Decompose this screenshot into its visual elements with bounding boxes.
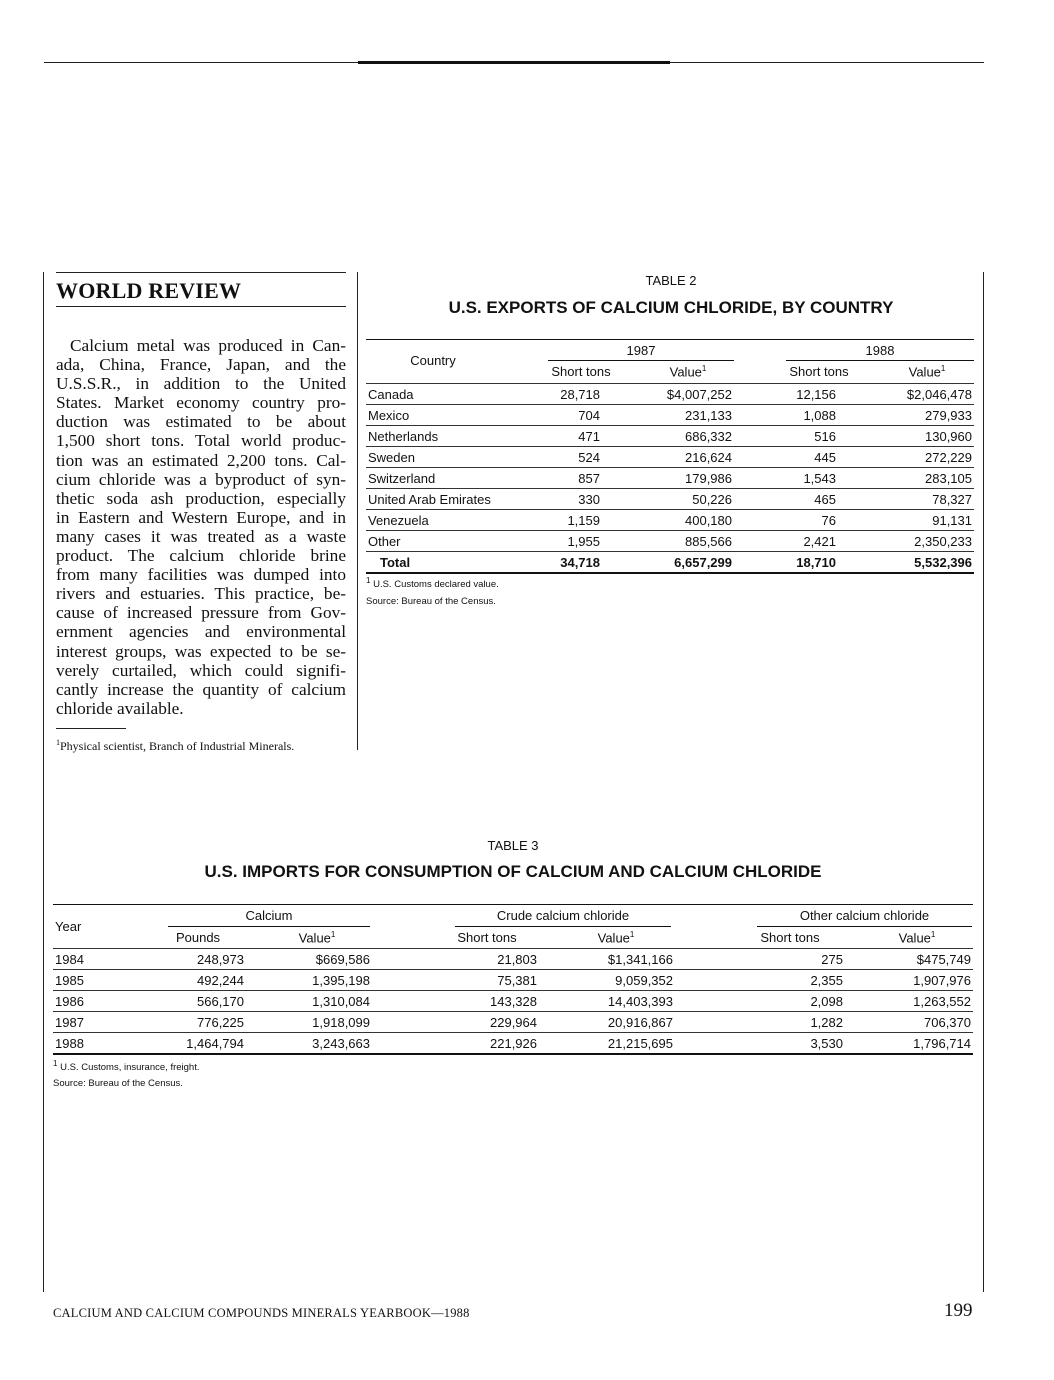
table3-cell-st2: 275 <box>675 949 845 970</box>
table3-calcium-value-header: Value$^1$ <box>298 930 336 946</box>
table-row <box>366 531 974 552</box>
table3-cell-st1: 229,964 <box>372 1012 539 1033</box>
table3-source: Source: Bureau of the Census. <box>53 1078 183 1089</box>
table2-year-1987-rule <box>548 360 734 361</box>
world-review-line: Calcium metal was produced in Can- <box>70 336 346 355</box>
table2-cell-v88: $2,046,478 <box>838 384 974 405</box>
world-review-line: duction was estimated to be about <box>56 412 346 432</box>
table2-cell-st87: 471 <box>530 426 602 447</box>
table3-cell-lb: 492,244 <box>150 970 246 991</box>
table2-cell-v87: 6,657,299 <box>602 552 734 574</box>
table3-cell-v1: 1,310,084 <box>246 991 372 1012</box>
world-review-line: in Eastern and Western Europe, and in <box>56 507 346 527</box>
world-review-line: ernment agencies and environmental <box>56 622 346 642</box>
table2-cell-country: Sweden <box>366 447 530 468</box>
table2-cell-v87: 50,226 <box>602 489 734 510</box>
table-row <box>366 447 974 468</box>
world-review-line: 1,500 short tons. Total world produc- <box>56 431 346 451</box>
table3-cell-st2: 2,355 <box>675 970 845 991</box>
table3-other-group-rule <box>757 926 972 927</box>
table3-cell-lb: 1,464,794 <box>150 1033 246 1055</box>
table3-cell-v2: $1,341,166 <box>539 949 675 970</box>
world-review-line: States. Market economy country pro- <box>56 393 346 413</box>
table3-calcium-group-rule <box>168 926 370 927</box>
world-review-line: cium chloride was a byproduct of syn- <box>56 469 346 489</box>
table2-cell-st87: 34,718 <box>530 552 602 574</box>
world-review-line: many cases it was treated as a waste <box>56 526 346 546</box>
table2-cell-v88: 2,350,233 <box>838 531 974 552</box>
column-divider <box>357 272 358 750</box>
table2-cell-country: Venezuela <box>366 510 530 531</box>
table2-header-rule <box>366 339 974 340</box>
table3-cell-v3: $475,749 <box>845 949 973 970</box>
table3-cell-v3: 1,907,976 <box>845 970 973 991</box>
table-row <box>53 949 973 970</box>
table3-cell-st1: 21,803 <box>372 949 539 970</box>
table3-cell-year: 1984 <box>53 949 150 970</box>
table3-cell-lb: 566,170 <box>150 991 246 1012</box>
table2-cell-st87: 857 <box>530 468 602 489</box>
table3-cell-year: 1987 <box>53 1012 150 1033</box>
table3-cell-st2: 2,098 <box>675 991 845 1012</box>
table2-year-1987-header: 1987 <box>626 343 656 358</box>
table2-total-row <box>366 552 974 574</box>
table3-crude-value-header: Value$^1$ <box>597 930 635 946</box>
table3-title: U.S. IMPORTS FOR CONSUMPTION OF CALCIUM AND CALCIUM CHLORIDE <box>204 862 822 881</box>
table2-cell-st87: 524 <box>530 447 602 468</box>
table2-cell-country: Switzerland <box>366 468 530 489</box>
table2-cell-st87: 28,718 <box>530 384 602 405</box>
table3-pounds-header: Pounds <box>175 930 221 945</box>
world-review-line: cause of increased pressure from Gov- <box>56 603 346 623</box>
table2-cell-st87: 1,955 <box>530 531 602 552</box>
table-row <box>366 510 974 531</box>
table2-short-tons-1987-header: Short tons <box>551 364 611 379</box>
table2-cell-v87: 686,332 <box>602 426 734 447</box>
table2-label: TABLE 2 <box>645 273 697 288</box>
table-row <box>366 405 974 426</box>
table3-other-value-header: Value$^1$ <box>898 930 936 946</box>
table3-cell-lb: 248,973 <box>150 949 246 970</box>
table-row <box>53 970 973 991</box>
world-review-line: rivers and estuaries. This practice, be- <box>56 584 346 604</box>
table2-value-1987-header: Value$^1$ <box>669 364 707 380</box>
table2-cell-st88: 12,156 <box>734 384 838 405</box>
table-row <box>366 426 974 447</box>
table2-cell-v87: $4,007,252 <box>602 384 734 405</box>
table-row <box>53 1012 973 1033</box>
table2-cell-st88: 445 <box>734 447 838 468</box>
table2-source: Source: Bureau of the Census. <box>366 596 496 607</box>
world-review-line: thetic soda ash production, especially <box>56 488 346 508</box>
table-row <box>53 1033 973 1055</box>
section-heading: WORLD REVIEW <box>56 278 242 303</box>
table2-cell-v87: 885,566 <box>602 531 734 552</box>
page-number: 199 <box>944 1300 973 1321</box>
table3-cell-year: 1985 <box>53 970 150 991</box>
table3-cell-v2: 20,916,867 <box>539 1012 675 1033</box>
table3-cell-v3: 706,370 <box>845 1012 973 1033</box>
table3-crude-short-tons-header: Short tons <box>457 930 517 945</box>
table2-footnote: $^1$ U.S. Customs declared value. <box>366 576 499 591</box>
section-heading-rule-bottom <box>56 306 346 307</box>
table2-cell-st87: 704 <box>530 405 602 426</box>
footnote-rule <box>56 728 126 729</box>
table3-header-rule <box>53 904 973 905</box>
table3-crude-group-rule <box>455 926 671 927</box>
world-review-line: ada, China, France, Japan, and the <box>56 355 346 375</box>
table2-cell-v88: 78,327 <box>838 489 974 510</box>
top-rule-accent <box>358 61 670 64</box>
table2-cell-v87: 400,180 <box>602 510 734 531</box>
table-row <box>366 468 974 489</box>
table3-cell-v3: 1,796,714 <box>845 1033 973 1055</box>
table3-cell-st2: 3,530 <box>675 1033 845 1055</box>
table2-cell-v88: 283,105 <box>838 468 974 489</box>
table2-value-1988-header: Value$^1$ <box>908 364 946 380</box>
table3-cell-v2: 9,059,352 <box>539 970 675 991</box>
table-row <box>53 991 973 1012</box>
table3-cell-v3: 1,263,552 <box>845 991 973 1012</box>
table3-cell-v2: 14,403,393 <box>539 991 675 1012</box>
section-heading-rule-top <box>56 272 346 273</box>
table2-year-1988-header: 1988 <box>865 343 895 358</box>
table3-cell-lb: 776,225 <box>150 1012 246 1033</box>
world-review-line: chloride available. <box>56 698 184 718</box>
table2-cell-v87: 179,986 <box>602 468 734 489</box>
table2-cell-st88: 1,543 <box>734 468 838 489</box>
table2-cell-st88: 516 <box>734 426 838 447</box>
running-footer: CALCIUM AND CALCIUM COMPOUNDS MINERALS YEARBOOK—1988 <box>53 1306 470 1320</box>
table2-cell-country: Other <box>366 531 530 552</box>
table2-cell-country: Mexico <box>366 405 530 426</box>
table2-cell-v87: 216,624 <box>602 447 734 468</box>
table3-calcium-group-header: Calcium <box>245 908 293 923</box>
table2-cell-v88: 272,229 <box>838 447 974 468</box>
table3-cell-v1: 3,243,663 <box>246 1033 372 1055</box>
table3-cell-v1: $669,586 <box>246 949 372 970</box>
world-review-line: cantly increase the quantity of calcium <box>56 679 346 699</box>
world-review-line: interest groups, was expected to be se- <box>56 641 346 661</box>
table2-year-1988-rule <box>786 360 974 361</box>
table2-cell-st88: 1,088 <box>734 405 838 426</box>
world-review-line: U.S.S.R., in addition to the United <box>56 374 346 394</box>
world-review-text <box>56 336 346 718</box>
footnote-text: Physical scientist, Branch of Industrial Minerals. <box>60 739 295 753</box>
table3-year-header: Year <box>55 919 82 934</box>
table3-cell-st1: 221,926 <box>372 1033 539 1055</box>
table2-cell-st88: 2,421 <box>734 531 838 552</box>
world-review-line: from many facilities was dumped into <box>56 565 346 585</box>
table2-cell-country: Total <box>366 552 530 574</box>
table2-cell-country: United Arab Emirates <box>366 489 530 510</box>
table2-cell-v88: 91,131 <box>838 510 974 531</box>
table3-cell-st1: 143,328 <box>372 991 539 1012</box>
table2-cell-v88: 130,960 <box>838 426 974 447</box>
table3-footnote: $^1$ U.S. Customs, insurance, freight. <box>53 1059 200 1074</box>
table3-cell-year: 1988 <box>53 1033 150 1055</box>
world-review-line: tion was an estimated 2,200 tons. Cal- <box>56 450 346 470</box>
table3-cell-v1: 1,918,099 <box>246 1012 372 1033</box>
table2-data <box>366 383 974 574</box>
table2-cell-st87: 330 <box>530 489 602 510</box>
table2-cell-v88: 279,933 <box>838 405 974 426</box>
table-row <box>366 384 974 405</box>
table2-cell-country: Netherlands <box>366 426 530 447</box>
table3-cell-st2: 1,282 <box>675 1012 845 1033</box>
footnote-marker: 1 <box>56 738 60 747</box>
table3-cell-year: 1986 <box>53 991 150 1012</box>
table3-data <box>53 948 973 1055</box>
table2-country-header: Country <box>410 353 456 368</box>
table3-label: TABLE 3 <box>487 838 539 853</box>
table2-cell-v88: 5,532,396 <box>838 552 974 574</box>
table3-other-group-header: Other calcium chloride <box>799 908 930 923</box>
table2-cell-st88: 465 <box>734 489 838 510</box>
left-margin-rule <box>43 272 44 1292</box>
table2-cell-st87: 1,159 <box>530 510 602 531</box>
table2-title: U.S. EXPORTS OF CALCIUM CHLORIDE, BY COUNTRY <box>448 298 894 317</box>
table2-cell-v87: 231,133 <box>602 405 734 426</box>
table2-cell-country: Canada <box>366 384 530 405</box>
author-footnote <box>56 738 294 754</box>
world-review-line: product. The calcium chloride brine <box>56 546 346 566</box>
table2-cell-st88: 18,710 <box>734 552 838 574</box>
table2-short-tons-1988-header: Short tons <box>789 364 849 379</box>
table2-cell-st88: 76 <box>734 510 838 531</box>
table3-other-short-tons-header: Short tons <box>760 930 820 945</box>
table3-cell-st1: 75,381 <box>372 970 539 991</box>
table3-cell-v2: 21,215,695 <box>539 1033 675 1055</box>
world-review-line: verely curtailed, which could signifi- <box>56 660 346 680</box>
table-row <box>366 489 974 510</box>
right-margin-rule <box>983 272 984 1292</box>
table3-crude-group-header: Crude calcium chloride <box>496 908 630 923</box>
table3-cell-v1: 1,395,198 <box>246 970 372 991</box>
